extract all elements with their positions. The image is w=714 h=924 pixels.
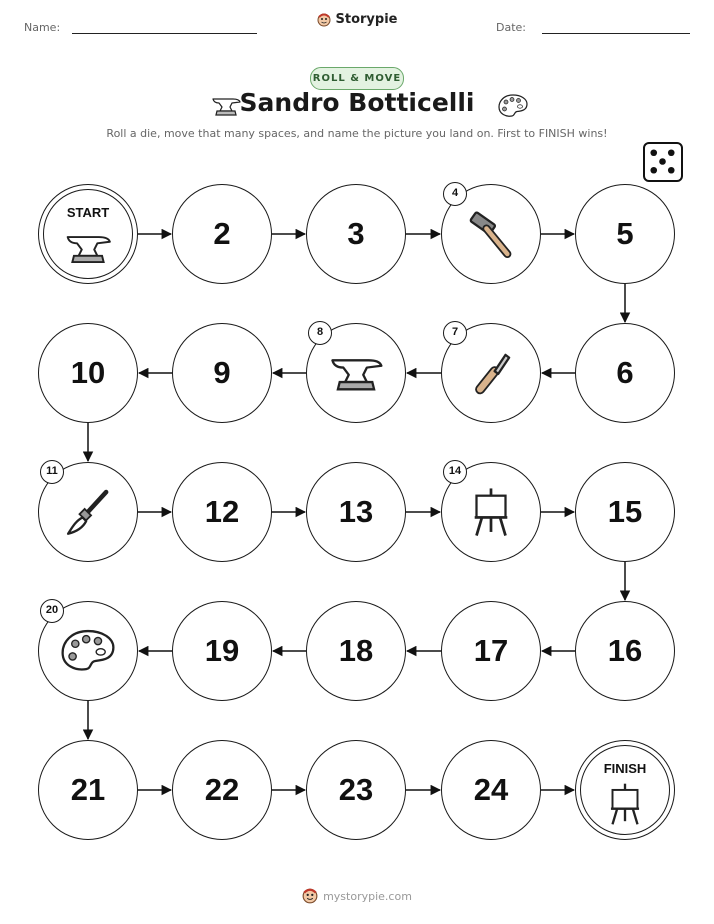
space-3[interactable] bbox=[306, 184, 406, 284]
space-number-badge: 14 bbox=[443, 460, 467, 484]
page-title: Sandro Botticelli bbox=[239, 88, 475, 117]
space-number-badge: 8 bbox=[308, 321, 332, 345]
space-number: 2 bbox=[213, 216, 231, 251]
space-number: 9 bbox=[213, 355, 231, 390]
anvil-icon bbox=[63, 223, 113, 273]
storypie-logo-icon bbox=[302, 888, 318, 904]
space-number-badge: 7 bbox=[443, 321, 467, 345]
space-2[interactable] bbox=[172, 184, 272, 284]
space-number: 17 bbox=[473, 633, 509, 668]
start-space[interactable] bbox=[38, 184, 138, 284]
space-23[interactable] bbox=[306, 740, 406, 840]
space-number: 22 bbox=[204, 772, 240, 807]
brand-name: Storypie bbox=[335, 12, 398, 27]
space-number: 6 bbox=[616, 355, 634, 390]
space-19[interactable] bbox=[172, 601, 272, 701]
date-label: Date: bbox=[496, 21, 526, 34]
space-22[interactable] bbox=[172, 740, 272, 840]
space-number: 19 bbox=[204, 633, 240, 668]
space-number: 18 bbox=[338, 633, 374, 668]
space-number-badge: 4 bbox=[443, 182, 467, 206]
space-9[interactable] bbox=[172, 323, 272, 423]
finish-label: FINISH bbox=[603, 761, 647, 776]
space-17[interactable] bbox=[441, 601, 541, 701]
space-number: 13 bbox=[338, 494, 374, 529]
paintbrush-icon bbox=[59, 483, 117, 541]
space-24[interactable] bbox=[441, 740, 541, 840]
space-number: 16 bbox=[607, 633, 643, 668]
easel-icon bbox=[600, 779, 650, 829]
space-number: 24 bbox=[473, 772, 509, 807]
space-10[interactable] bbox=[38, 323, 138, 423]
game-type-badge: ROLL & MOVE bbox=[310, 67, 404, 90]
space-number-badge: 20 bbox=[40, 599, 64, 623]
space-5[interactable] bbox=[575, 184, 675, 284]
space-number-badge: 11 bbox=[40, 460, 64, 484]
space-15[interactable] bbox=[575, 462, 675, 562]
space-number: 23 bbox=[338, 772, 374, 807]
space-12[interactable] bbox=[172, 462, 272, 562]
finish-space[interactable] bbox=[575, 740, 675, 840]
space-number: 3 bbox=[347, 216, 365, 251]
palette-icon bbox=[59, 622, 117, 680]
space-number: 5 bbox=[616, 216, 634, 251]
space-13[interactable] bbox=[306, 462, 406, 562]
space-6[interactable] bbox=[575, 323, 675, 423]
name-label: Name: bbox=[24, 21, 61, 34]
space-number: 12 bbox=[204, 494, 240, 529]
start-label: START bbox=[66, 205, 110, 220]
instructions: Roll a die, move that many spaces, and name the picture you land on. First to FINISH wins! bbox=[106, 127, 608, 140]
space-21[interactable] bbox=[38, 740, 138, 840]
chisel-icon bbox=[462, 344, 520, 402]
footer-url: mystorypie.com bbox=[323, 889, 412, 903]
space-number: 10 bbox=[70, 355, 106, 390]
easel-icon bbox=[462, 483, 520, 541]
space-18[interactable] bbox=[306, 601, 406, 701]
space-number: 21 bbox=[70, 772, 106, 807]
footer bbox=[0, 888, 714, 904]
space-number: 15 bbox=[607, 494, 643, 529]
anvil-icon bbox=[327, 344, 385, 402]
space-16[interactable] bbox=[575, 601, 675, 701]
hammer-icon bbox=[462, 205, 520, 263]
